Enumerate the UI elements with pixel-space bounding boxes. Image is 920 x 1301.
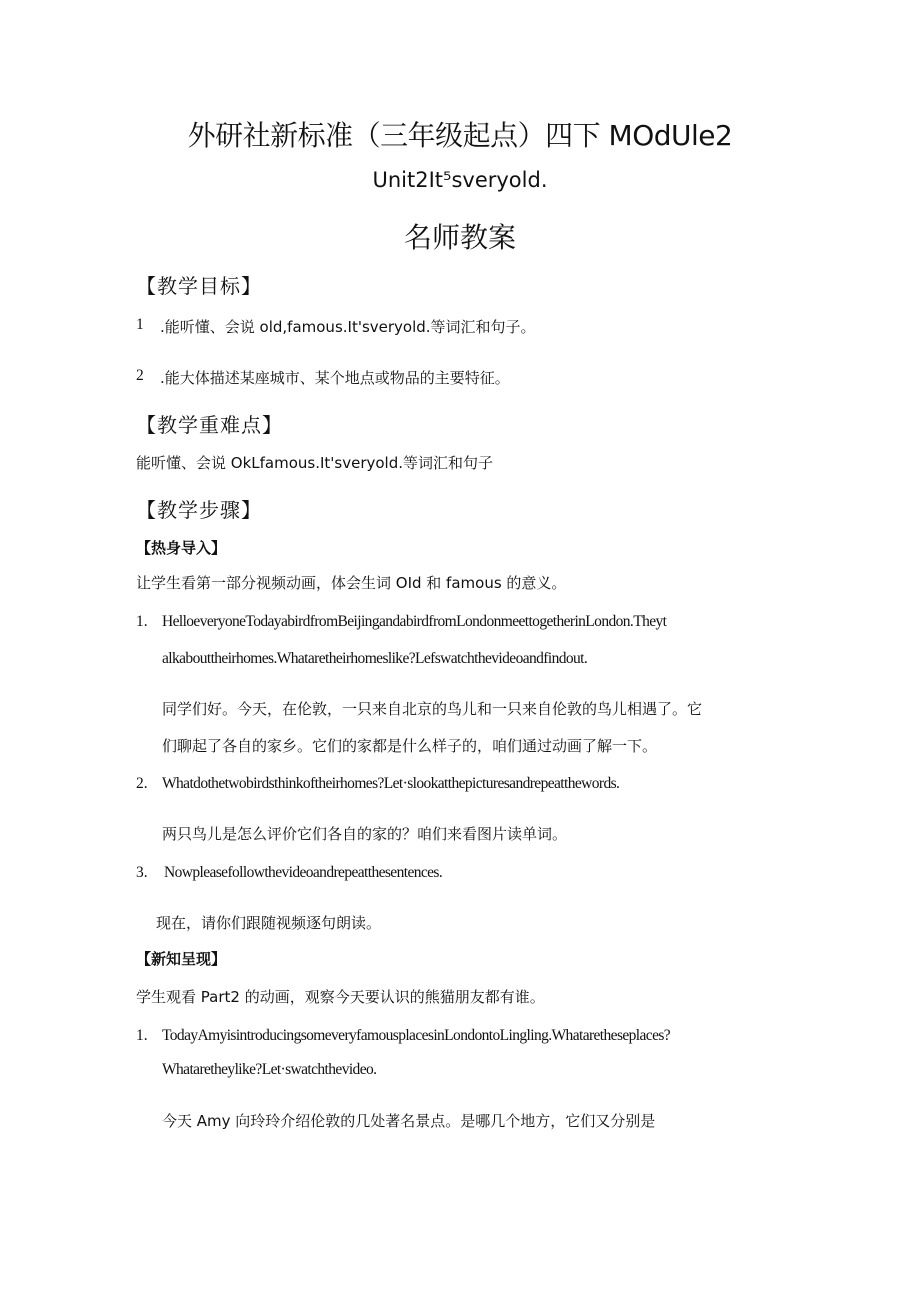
key-points-text: 能听懂、会说 OkLfamous.It'sveryold.等词汇和句子 xyxy=(136,454,493,472)
objective-1-text: .能听懂、会说 old,famous.It'sveryold.等词汇和句子。 xyxy=(160,318,536,336)
warmup-step-1-chinese-line1: 同学们好。今天，在伦敦，一只来自北京的鸟儿和一只来自伦敦的鸟儿相遇了。它 xyxy=(162,700,703,718)
warmup-step-1-english-line1: HelloeveryoneTodayabirdfromBeijingandabirdfromLondonmeettogetherinLondon.Theyt xyxy=(162,613,667,630)
warmup-step-1-chinese-line2: 们聊起了各自的家乡。它们的家都是什么样子的，咱们通过动画了解一下。 xyxy=(162,737,658,755)
warmup-step-2-number: 2. xyxy=(136,775,148,792)
objective-2-number: 2 xyxy=(136,367,144,384)
warmup-intro: 让学生看第一部分视频动画，体会生词 OId 和 famous 的意义。 xyxy=(136,574,567,592)
new-knowledge-step-1-number: 1. xyxy=(136,1027,148,1044)
new-knowledge-step-1-english-line1: TodayAmyisintroducingsomeveryfamousplacesinLondontoLingling.Whataretheseplaces? xyxy=(162,1027,671,1044)
document-title: 外研社新标准（三年级起点）四下 MOdUle2 xyxy=(187,119,733,152)
warmup-step-2-english: Whatdothetwobirdsthinkoftheirhomes?Let·slookatthepicturesandrepeatthewords. xyxy=(162,775,620,792)
unit-title: Unit2It⁵sveryold. xyxy=(372,168,548,192)
warmup-step-2-chinese: 两只鸟儿是怎么评价它们各自的家的？咱们来看图片读单词。 xyxy=(162,825,568,843)
lesson-plan-title: 名师教案 xyxy=(403,221,516,254)
section-heading-objectives: 【教学目标】 xyxy=(136,274,262,298)
warmup-step-1-number: 1. xyxy=(136,613,148,630)
warmup-step-3-chinese: 现在，请你们跟随视频逐句朗读。 xyxy=(156,914,382,932)
new-knowledge-intro: 学生观看 Part2 的动画，观察今天要认识的熊猫朋友都有谁。 xyxy=(136,988,545,1006)
objective-1-number: 1 xyxy=(136,316,144,333)
new-knowledge-step-1-english-line2: Whataretheylike?Let·swatchthevideo. xyxy=(162,1061,377,1078)
new-knowledge-step-1-chinese: 今天 Amy 向玲玲介绍伦敦的几处著名景点。是哪几个地方，它们又分别是 xyxy=(162,1112,656,1130)
subheading-new-knowledge: 【新知呈现】 xyxy=(136,950,227,968)
warmup-step-3-number: 3. xyxy=(136,864,148,881)
warmup-step-1-english-line2: alkabouttheirhomes.Whataretheirhomeslike?Lefswatchthevideoandfindout. xyxy=(162,650,588,667)
section-heading-key-points: 【教学重难点】 xyxy=(136,413,283,437)
section-heading-steps: 【教学步骤】 xyxy=(136,498,262,522)
objective-2-text: .能大体描述某座城市、某个地点或物品的主要特征。 xyxy=(160,369,510,387)
warmup-step-3-english: Nowpleasefollowthevideoandrepeatthesentences. xyxy=(164,864,443,881)
subheading-warmup: 【热身导入】 xyxy=(136,539,227,557)
